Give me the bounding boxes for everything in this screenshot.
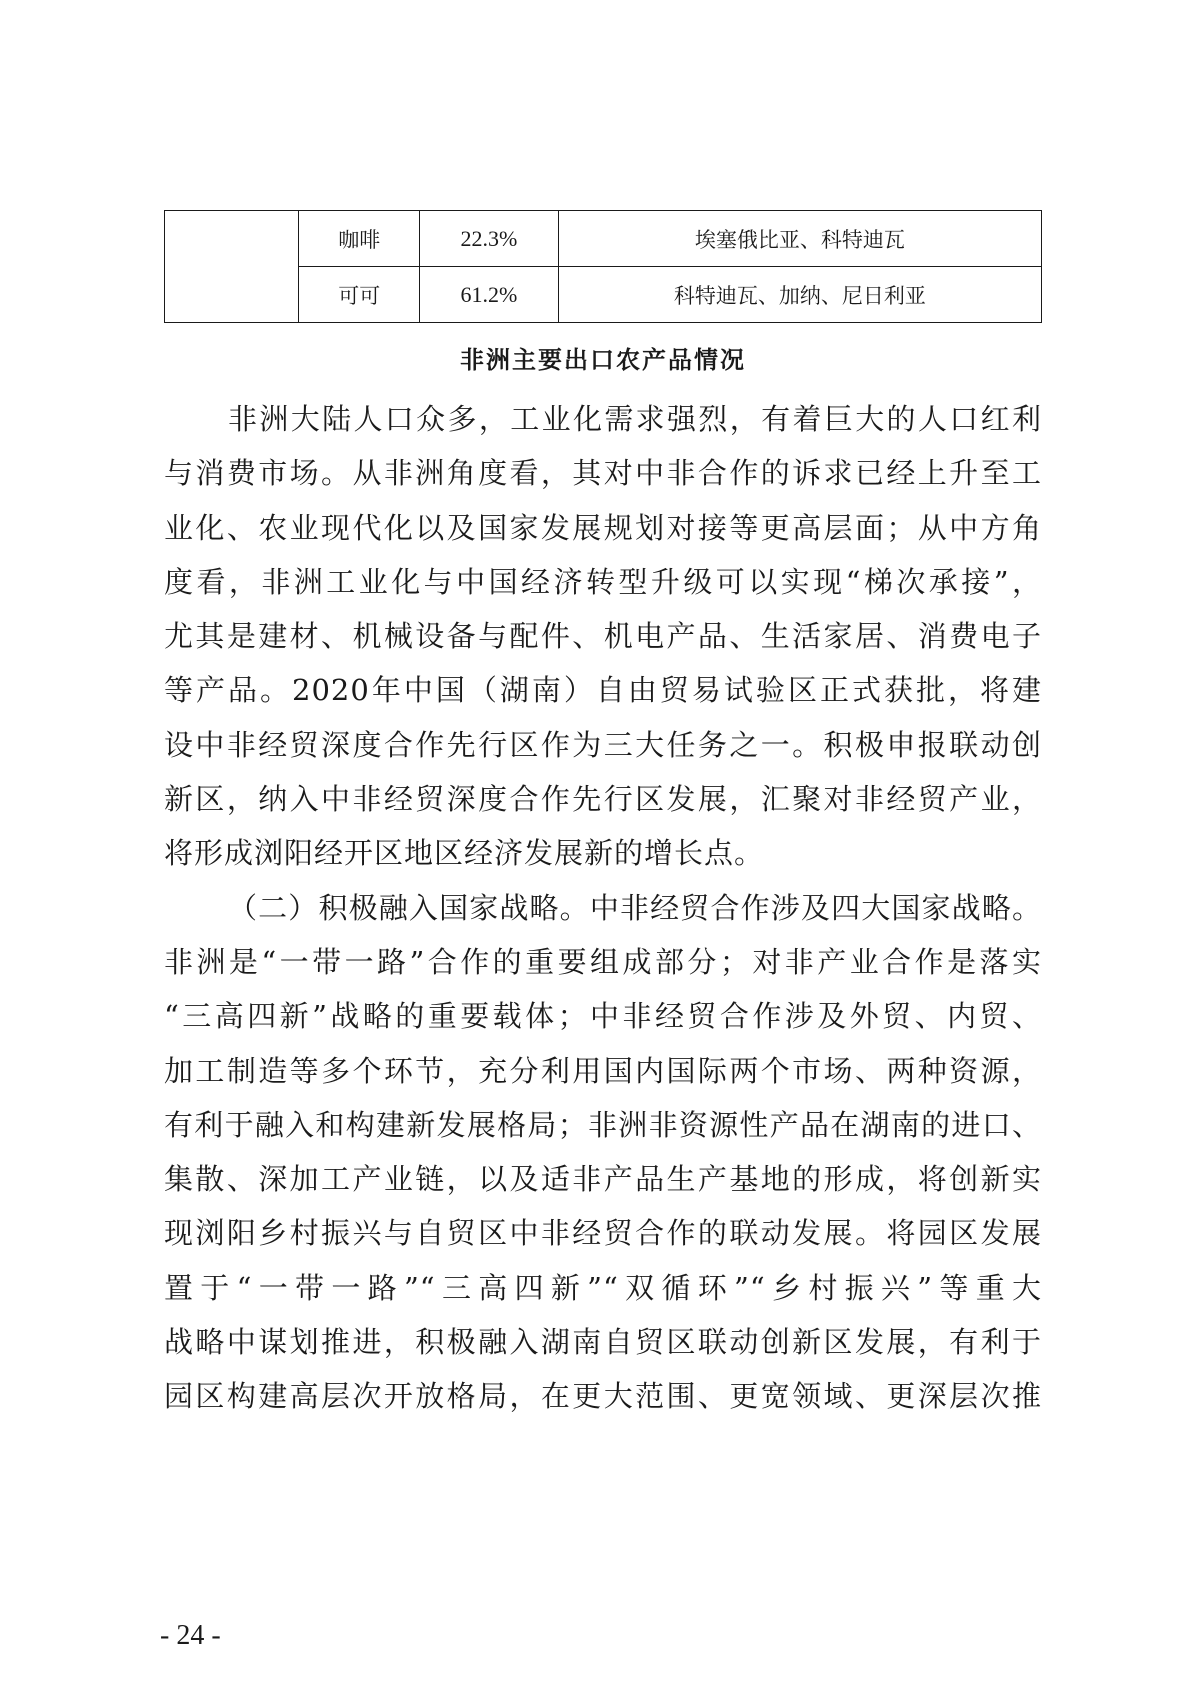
table-row (165, 211, 1042, 267)
paragraph-line: 业化、农业现代化以及国家发展规划对接等更高层面；从中方角 (164, 510, 1042, 545)
paragraph-line: 战略中谋划推进，积极融入湖南自贸区联动创新区发展，有利于 (164, 1325, 1042, 1360)
body-text (164, 392, 1042, 1424)
paragraph-line: 将形成浏阳经开区地区经济发展新的增长点。 (164, 836, 765, 871)
table-cell-share: 61.2% (420, 267, 559, 323)
paragraph-line: 尤其是建材、机械设备与配件、机电产品、生活家居、消费电子 (164, 619, 1042, 654)
table-cell-product: 可可 (299, 267, 420, 323)
paragraph-2 (164, 881, 1042, 1424)
table-cell-share: 22.3% (420, 211, 559, 267)
paragraph-line: （二）积极融入国家战略。中非经贸合作涉及四大国家战略。 (228, 890, 1042, 925)
paragraph-line: 新区，纳入中非经贸深度合作先行区发展，汇聚对非经贸产业， (164, 782, 1042, 817)
page-number: - 24 - (160, 1620, 221, 1651)
table-cell-product: 咖啡 (299, 211, 420, 267)
paragraph-line: “三高四新”战略的重要载体；中非经贸合作涉及外贸、内贸、 (164, 999, 1042, 1034)
paragraph-line: 置于“一带一路”“三高四新”“双循环”“乡村振兴”等重大 (164, 1270, 1042, 1305)
table-caption: 非洲主要出口农产品情况 (460, 345, 746, 374)
paragraph-line: 有利于融入和构建新发展格局；非洲非资源性产品在湖南的进口、 (164, 1107, 1042, 1142)
paragraph-1 (164, 392, 1042, 881)
paragraph-line: 集散、深加工产业链，以及适非产品生产基地的形成，将创新实 (164, 1162, 1042, 1197)
table-cell-countries: 埃塞俄比亚、科特迪瓦 (558, 211, 1041, 267)
agricultural-exports-table (164, 210, 1042, 323)
table-cell-category (165, 211, 299, 323)
table-cell-countries: 科特迪瓦、加纳、尼日利亚 (558, 267, 1041, 323)
paragraph-line: 非洲是“一带一路”合作的重要组成部分；对非产业合作是落实 (164, 944, 1042, 979)
paragraph-line: 设中非经贸深度合作先行区作为三大任务之一。积极申报联动创 (164, 727, 1042, 762)
paragraph-line: 园区构建高层次开放格局，在更大范围、更宽领域、更深层次推 (164, 1379, 1042, 1414)
paragraph-line: 度看，非洲工业化与中国经济转型升级可以实现“梯次承接”， (164, 564, 1042, 599)
paragraph-line: 加工制造等多个环节，充分利用国内国际两个市场、两种资源， (164, 1053, 1042, 1088)
paragraph-line: 与消费市场。从非洲角度看，其对中非合作的诉求已经上升至工 (164, 456, 1042, 491)
paragraph-line: 现浏阳乡村振兴与自贸区中非经贸合作的联动发展。将园区发展 (164, 1216, 1042, 1251)
paragraph-line: 非洲大陆人口众多，工业化需求强烈，有着巨大的人口红利 (228, 402, 1042, 436)
paragraph-line: 等产品。2020年中国（湖南）自由贸易试验区正式获批，将建 (164, 673, 1042, 708)
